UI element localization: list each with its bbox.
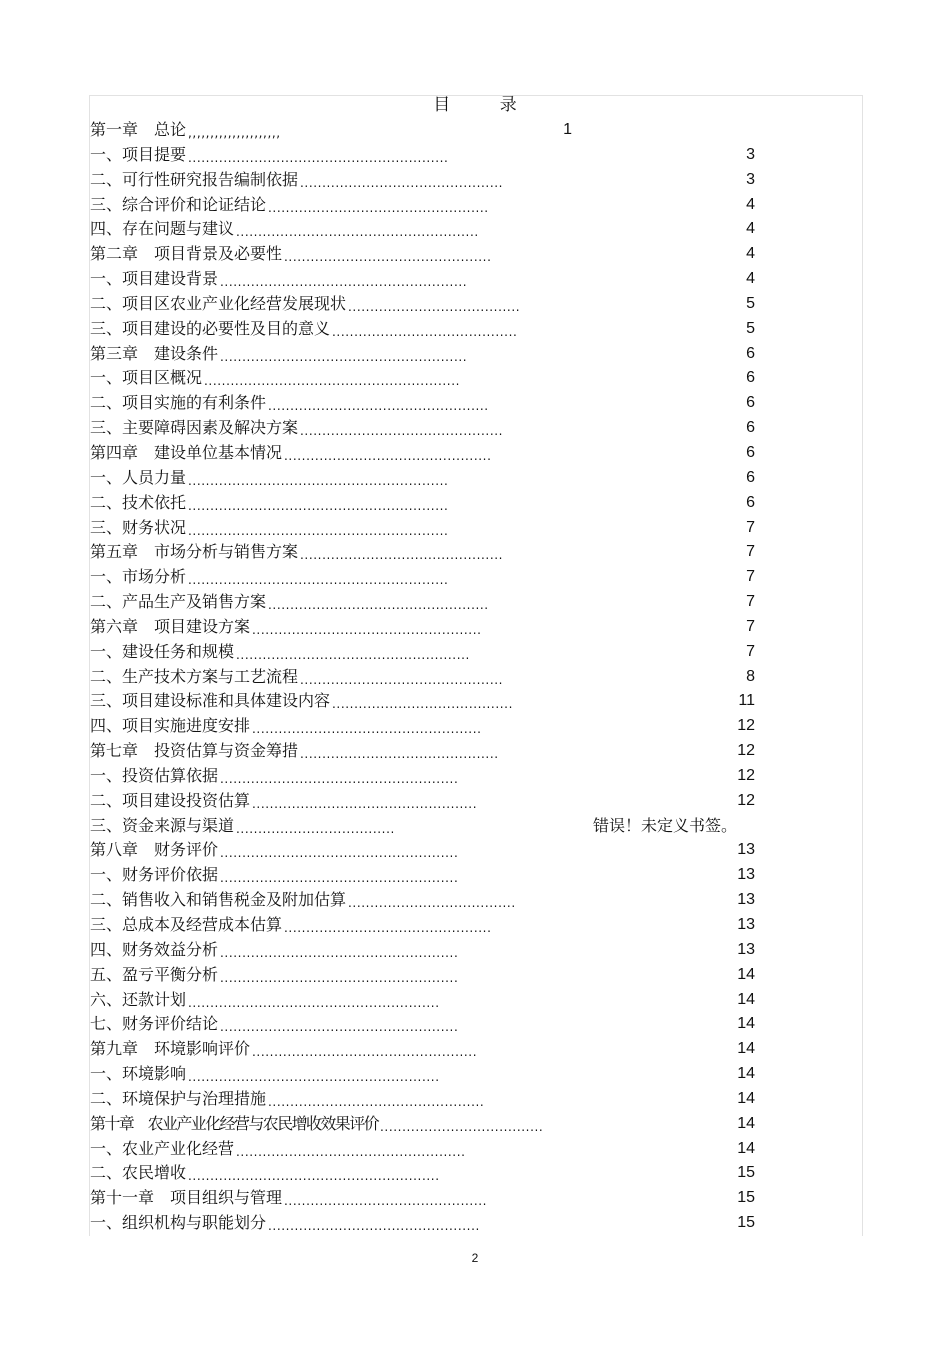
- toc-entry[interactable]: [90, 988, 860, 1013]
- toc-entry-page: 5: [746, 294, 755, 312]
- toc-leader-dots: .........................................................: [188, 1070, 440, 1085]
- toc-entry-label: 第十章 农业产业化经营与农民增收效果评价: [90, 1113, 379, 1133]
- toc-leader-dots: .......................................................: [236, 225, 479, 240]
- toc-entry[interactable]: [90, 168, 860, 193]
- toc-leader-dots: ..............................................: [300, 548, 504, 563]
- toc-entry[interactable]: [90, 366, 860, 391]
- toc-entry-label: 二、生产技术方案与工艺流程: [90, 666, 299, 686]
- toc-leader-dots: .........................................................: [188, 1169, 440, 1184]
- toc-entry[interactable]: [90, 516, 860, 541]
- toc-entry-page: 15: [737, 1214, 755, 1232]
- toc-entry[interactable]: [90, 292, 860, 317]
- toc-entry[interactable]: [90, 739, 860, 764]
- toc-entry-label: 三、资金来源与渠道: [90, 815, 235, 835]
- toc-entry-label: 第十一章 项目组织与管理: [90, 1188, 283, 1208]
- toc-leader-dots: ......................................................: [220, 771, 459, 786]
- toc-entry-page: 6: [746, 344, 755, 362]
- toc-leader-dots: ......................................................: [220, 1020, 459, 1035]
- toc-entry[interactable]: [90, 888, 860, 913]
- toc-entry[interactable]: [90, 615, 860, 640]
- toc-entry-page: 7: [746, 593, 755, 611]
- toc-leader-dots: ...............................................: [284, 250, 492, 265]
- toc-entry[interactable]: [90, 1087, 860, 1112]
- toc-entry[interactable]: [90, 963, 860, 988]
- toc-entry[interactable]: [90, 491, 860, 516]
- toc-entry-label: 一、投资估算依据: [90, 765, 219, 785]
- toc-entry-page: 1: [563, 121, 572, 138]
- toc-leader-dots: ...........................................................: [188, 473, 449, 488]
- toc-entry[interactable]: [90, 665, 860, 690]
- toc-entry-label: 一、市场分析: [90, 567, 187, 587]
- toc-entry[interactable]: [90, 1012, 860, 1037]
- toc-entry[interactable]: [90, 863, 860, 888]
- toc-leader-dots: ......................................: [348, 896, 516, 911]
- toc-entry-label: 二、可行性研究报告编制依据: [90, 169, 299, 189]
- toc-leader-dots: ..............................................: [300, 672, 504, 687]
- toc-entry[interactable]: [90, 143, 860, 168]
- toc-entry[interactable]: [90, 1112, 860, 1137]
- toc-entry-label: 一、环境影响: [90, 1064, 187, 1084]
- toc-entry-label: 第九章 环境影响评价: [90, 1039, 251, 1059]
- toc-leader-dots: ....................................................: [252, 622, 482, 637]
- toc-entry[interactable]: [90, 565, 860, 590]
- toc-entry-page: 14: [737, 1089, 755, 1107]
- toc-entry-label: 第四章 建设单位基本情况: [90, 442, 283, 462]
- toc-entry[interactable]: [90, 416, 860, 441]
- toc-leader-dots: ..........................................: [332, 324, 518, 339]
- toc-entry-page: 11: [738, 692, 755, 710]
- toc-entry-label: 五、盈亏平衡分析: [90, 964, 219, 984]
- toc-entry-page: 14: [737, 1114, 755, 1132]
- toc-entry[interactable]: [90, 838, 860, 863]
- toc-leader-dots: ...........................................................: [188, 498, 449, 513]
- toc-entry-label: 二、项目建设投资估算: [90, 790, 251, 810]
- toc-entry-page: 13: [737, 841, 755, 859]
- toc-entry-page: 4: [746, 195, 755, 213]
- toc-entry[interactable]: [90, 1161, 860, 1186]
- toc-leader-dots: .....................................................: [236, 647, 470, 662]
- toc-leader-dots: ....................................: [236, 821, 395, 836]
- toc-entry-page: 4: [746, 245, 755, 263]
- toc-leader-dots: ..............................................: [300, 175, 504, 190]
- toc-leader-dots: .........................................................: [188, 995, 440, 1010]
- toc-entry-page: 4: [746, 220, 755, 238]
- toc-entry-label: 二、产品生产及销售方案: [90, 592, 267, 612]
- toc-entry-label: 第二章 项目背景及必要性: [90, 244, 283, 264]
- toc-entry[interactable]: [90, 714, 860, 739]
- toc-entry-label: 一、建设任务和规模: [90, 641, 235, 661]
- toc-leader-dots: ........................................................: [220, 349, 468, 364]
- toc-entry-label: 二、项目实施的有利条件: [90, 393, 267, 413]
- toc-leader-dots: .................................................: [268, 1094, 485, 1109]
- toc-entry-page: 6: [746, 443, 755, 461]
- toc-entry-label: 三、总成本及经营成本估算: [90, 915, 283, 934]
- toc-entry-label: 一、项目提要: [90, 144, 187, 164]
- toc-entry-page: 6: [746, 493, 755, 511]
- toc-entry-page: 14: [737, 965, 755, 983]
- toc-leader-dots: ..................................................: [268, 399, 489, 414]
- toc-entry[interactable]: [90, 1211, 860, 1236]
- toc-entry[interactable]: [90, 267, 860, 292]
- toc-entry[interactable]: [90, 913, 860, 938]
- toc-entry-page: 7: [746, 617, 755, 635]
- toc-entry-page: 14: [737, 1015, 755, 1033]
- toc-entry-label: 第六章 项目建设方案: [90, 616, 251, 636]
- toc-leader-dots: ...................................................: [252, 1045, 478, 1060]
- toc-entry-page: 7: [746, 568, 755, 586]
- toc-entry-page: 3: [746, 145, 755, 163]
- toc-entry-label: 第八章 财务评价: [90, 840, 219, 860]
- toc-entry-label: 一、财务评价依据: [90, 865, 219, 885]
- toc-entry-label: 三、财务状况: [90, 517, 187, 537]
- page-number: 2: [471, 1251, 479, 1265]
- toc-leader-dots: .......................................: [348, 299, 521, 314]
- toc-entry[interactable]: [90, 540, 860, 565]
- toc-leader-dots: ...........................................................: [188, 573, 449, 588]
- toc-entry-label: 四、项目实施进度安排: [90, 716, 251, 736]
- toc-leader-dots: ....................................................: [236, 1144, 466, 1159]
- toc-entry-page: 12: [737, 717, 755, 735]
- toc-leader-dots: ...............................................: [284, 921, 492, 935]
- toc-leader-dots: ..............................................: [300, 424, 504, 439]
- toc-entry-label: 一、项目建设背景: [90, 269, 219, 289]
- toc-entry-page: 14: [737, 1065, 755, 1083]
- toc-entry[interactable]: [90, 789, 860, 814]
- toc-entry-label: 四、存在问题与建议: [90, 219, 235, 239]
- toc-leader-dots: ...........................................................: [188, 523, 449, 538]
- toc-entry-label: 第七章 投资估算与资金筹措: [90, 741, 299, 761]
- toc-entry[interactable]: [90, 640, 860, 665]
- toc-entry-page: 14: [737, 1139, 755, 1157]
- toc-entry-page: 12: [737, 742, 755, 760]
- toc-entry[interactable]: [90, 1186, 860, 1211]
- toc-entry-label: 四、财务效益分析: [90, 939, 219, 959]
- toc-entry-page: 7: [746, 518, 755, 536]
- toc-leader-dots: ...........................................................: [188, 150, 449, 165]
- toc-entry[interactable]: [90, 938, 860, 963]
- toc-entry[interactable]: [90, 1062, 860, 1087]
- toc-entry-page: 13: [737, 891, 755, 909]
- toc-entry[interactable]: [90, 118, 860, 143]
- toc-leader-dots: ......................................................: [220, 846, 459, 861]
- toc-entry[interactable]: [90, 689, 860, 714]
- toc-leader-dots: ....................................................: [252, 722, 482, 737]
- toc-entry-page: 13: [737, 916, 755, 933]
- toc-entry[interactable]: [90, 1037, 860, 1062]
- toc-entry-label: 第五章 市场分析与销售方案: [90, 542, 299, 562]
- toc-entry[interactable]: [90, 217, 860, 242]
- toc-leader-dots: ......................................................: [220, 871, 459, 886]
- toc-entry-label: 二、技术依托: [90, 492, 187, 512]
- toc-entry-label: 第三章 建设条件: [90, 343, 219, 363]
- toc-entry-label: 三、项目建设的必要性及目的意义: [90, 318, 331, 338]
- toc-entry-page: 8: [746, 667, 755, 685]
- toc-entry-label: 二、环境保护与治理措施: [90, 1088, 267, 1108]
- toc-entry[interactable]: [90, 242, 860, 267]
- toc-entry[interactable]: [90, 814, 860, 839]
- toc-entry-page: 4: [746, 270, 755, 288]
- toc-leader-dots: ...................................................: [252, 796, 478, 811]
- toc-entry-page: 15: [737, 1189, 755, 1207]
- toc-leader-dots: .............................................: [300, 747, 499, 762]
- toc-leader-dots: ,,,,,,,,,,,,,,,,,,,,,: [188, 126, 281, 140]
- toc-leader-dots: ........................................................: [220, 275, 468, 290]
- toc-entry-page: 5: [746, 319, 755, 337]
- toc-entry[interactable]: [90, 1137, 860, 1162]
- toc-entry-page: 6: [746, 394, 755, 412]
- toc-entry-label: 一、农业产业化经营: [90, 1138, 235, 1158]
- toc-entry-label: 三、主要障碍因素及解决方案: [90, 418, 299, 438]
- toc-entry[interactable]: [90, 317, 860, 342]
- toc-entry-label: 二、农民增收: [90, 1163, 187, 1183]
- toc-entry-page: 14: [737, 1040, 755, 1058]
- toc-leader-dots: ..........................................................: [204, 374, 461, 389]
- toc-entry-page: 3: [746, 170, 755, 188]
- toc-leader-dots: .........................................: [332, 697, 513, 712]
- toc-entry[interactable]: [90, 466, 860, 491]
- toc-entry[interactable]: [90, 193, 860, 218]
- toc-leader-dots: .....................................: [380, 1119, 544, 1134]
- toc-entry-label: 六、还款计划: [90, 989, 187, 1009]
- toc-entry-page: 13: [737, 866, 755, 884]
- toc-entry-page: 6: [746, 468, 755, 486]
- toc-entry-page: 7: [746, 642, 755, 660]
- toc-leader-dots: ..............................................: [284, 1194, 488, 1209]
- toc-leader-dots: ..................................................: [268, 598, 489, 613]
- toc-entry-page: 6: [746, 419, 755, 437]
- toc-entry-page: 12: [737, 791, 755, 809]
- toc-entry-page: 13: [737, 940, 755, 958]
- toc-leader-dots: ................................................: [268, 1219, 480, 1234]
- toc-entry-label: 三、项目建设标准和具体建设内容: [90, 691, 331, 711]
- toc-leader-dots: ...............................................: [284, 448, 492, 463]
- toc-leader-dots: ..................................................: [268, 200, 489, 215]
- toc-entry[interactable]: [90, 441, 860, 466]
- toc-entry-label: 第一章 总论: [90, 120, 187, 139]
- toc-entry-label: 一、项目区概况: [90, 368, 203, 388]
- toc-leader-dots: ......................................................: [220, 945, 459, 960]
- toc-entry-page: 12: [737, 766, 755, 784]
- toc-entry-label: 七、财务评价结论: [90, 1014, 219, 1034]
- toc-entry-page: 6: [746, 369, 755, 387]
- toc-entry-label: 三、综合评价和论证结论: [90, 194, 267, 214]
- toc-leader-dots: ......................................................: [220, 970, 459, 985]
- toc-entry-label: 二、销售收入和销售税金及附加估算: [90, 890, 347, 910]
- toc-entry[interactable]: [90, 764, 860, 789]
- table-of-contents: [90, 118, 860, 1236]
- toc-entry-page: 错误！未定义书签。: [593, 815, 738, 835]
- toc-entry[interactable]: [90, 590, 860, 615]
- toc-entry-label: 一、组织机构与职能划分: [90, 1213, 267, 1233]
- toc-entry[interactable]: [90, 391, 860, 416]
- toc-entry[interactable]: [90, 342, 860, 367]
- toc-entry-page: 14: [737, 990, 755, 1008]
- toc-entry-label: 二、项目区农业产业化经营发展现状: [90, 293, 347, 313]
- toc-title: 目 录: [433, 95, 539, 115]
- toc-entry-label: 一、人员力量: [90, 467, 187, 487]
- toc-entry-page: 7: [746, 543, 755, 561]
- toc-entry-page: 15: [737, 1164, 755, 1182]
